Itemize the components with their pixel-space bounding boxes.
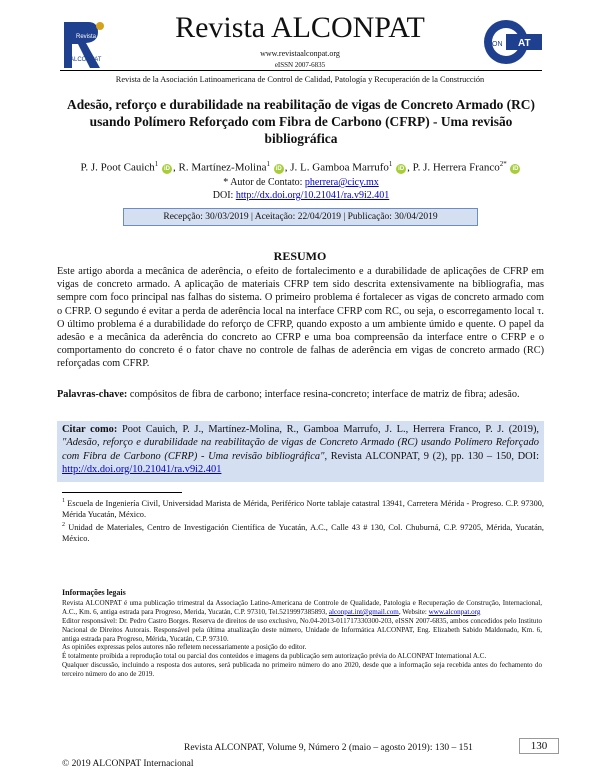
- legal-heading: Informações legais: [62, 588, 126, 597]
- author-name: J. L. Gamboa Marrufo: [290, 161, 389, 174]
- paper-title: Adesão, reforço e durabilidade na reabilitação de vigas de Concreto Armado (RC) usando Polímero Reforçado com Fibra de Carbono (CFRP) - Uma revisão bibliográfica: [67, 97, 535, 146]
- citation-journal: , Revista ALCONPAT, 9 (2), pp. 130 – 150, DOI:: [324, 450, 539, 462]
- legal-paragraph: As opiniões expressas pelos autores não refletem necessariamente a posição do editor.: [62, 643, 307, 652]
- author-name: P. J. Herrera Franco: [412, 161, 500, 174]
- orcid-icon[interactable]: iD: [275, 165, 282, 172]
- author-separator: ,: [173, 161, 179, 174]
- legal-info: [62, 589, 542, 679]
- footer-issue: Revista ALCONPAT, Volume 9, Número 2 (maio – agosto 2019): 130 – 151: [184, 743, 473, 753]
- legal-paragraph: [62, 599, 542, 617]
- citation-label: Citar como:: [62, 424, 118, 435]
- page-number: 130: [519, 738, 559, 754]
- legal-paragraph: É totalmente proibida a reprodução total ou parcial dos conteúdos e imagens da publicação sem autorização prévia do ALCONPAT International A.C.: [62, 652, 487, 661]
- footnote-mark: 2: [62, 522, 65, 528]
- journal-subtitle: Revista de la Asociación Latinoamericana de Control de Calidad, Patología y Recuperación de la Construcción: [115, 75, 485, 84]
- footnote-text: Escuela de Ingeniería Civil, Universidad Marista de Mérida, Periférico Norte tablaje catastral 13941, Carretera Mérida - Progreso. C.P. 97300, Mérida Yucatán, México.: [62, 498, 544, 519]
- footer-copyright: © 2019 ALCONPAT Internacional: [62, 759, 194, 769]
- author-affiliation: 1: [154, 160, 159, 168]
- legal-email-link[interactable]: alconpat.int@gmail.com: [328, 607, 399, 616]
- citation-text: [62, 423, 539, 476]
- header-divider: [60, 70, 542, 71]
- doi-label: DOI:: [212, 190, 236, 201]
- author-name: P. J. Poot Cauich: [80, 161, 155, 174]
- publication-dates: Recepção: 30/03/2019 | Aceitação: 22/04/2019 | Publicação: 30/04/2019: [123, 208, 478, 226]
- citation-title: "Adesão, reforço e durabilidade na reabilitação de vigas de Concreto Armado (RC) usando Polímero Reforçado com Fibra de Carbono (CFRP) - Uma revisão bibliográfica": [62, 437, 539, 462]
- contact-label: * Autor de Contato:: [223, 177, 305, 188]
- doi-link[interactable]: http://dx.doi.org/10.21041/ra.v9i2.401: [235, 190, 390, 201]
- logo-left-text-bottom: ALCONPAT: [70, 57, 102, 63]
- legal-paragraph: Editor responsável: Dr. Pedro Castro Borges. Reserva de direitos de uso exclusivo, No.04-2013-011717330300-203, eISSN 2007-6835, ambos concedidos pelo Instituto Nacional de Direitos Autorais. Responsável pela última atualização deste número, Unidade de Informática ALCONPAT, Eng. Elizabeth Sabido Maldonado, Km. 6, antiga estrada para Progreso, Mérida, Yucatán, C.P. 97310.: [62, 616, 542, 643]
- author-affiliation: 2*: [499, 160, 507, 168]
- citation-doi-link[interactable]: http://dx.doi.org/10.21041/ra.v9i2.401: [62, 463, 222, 475]
- keywords-text: compósitos de fibra de carbono; interface resina-concreto; interface de matriz de fibra; adesão.: [127, 389, 520, 400]
- author-separator: ,: [284, 161, 291, 174]
- footnote: [62, 520, 544, 544]
- keywords: [57, 388, 544, 401]
- abstract-text: Este artigo aborda a mecânica de aderência, o efeito de fortalecimento e a durabilidade de aplicações de CFRP em vigas de concreto armado. A aplicação de materiais CFRP tem sido descrita extensivamente na bibliografia, mas sempre com foco principal nas falhas do sistema. O primeiro problema é fortalecer as vigas de concreto armado com o CFRP. O segundo é evitar a perda de aderência local na interface CFRP com RC, ou seja, o escorregamento local τ. O último problema é a durabilidade do reforço de CFRP, quando exposto a um ambiente úmido e quente. O papel da adesão e a mecânica da aderência do concreto ao CFRP e uma boa compreensão da interface entre o CFRP e o comportamento do concreto é o fator chave no controle de falhas de aderência em vigas de concreto armado (RC) reforçadas com CFRP.: [57, 266, 544, 370]
- author-affiliation: 1: [388, 160, 393, 168]
- legal-paragraph: Qualquer discussão, incluindo a resposta dos autores, será publicada no primeiro número do ano 2020, desde que a informação seja recebida antes do fechamento do terceiro número do ano de 2019.: [62, 661, 542, 679]
- author-name: R. Martínez-Molina: [178, 161, 267, 174]
- journal-issn: eISSN 2007-6835: [274, 61, 326, 69]
- contact-email-link[interactable]: pherrera@cicy.mx: [304, 177, 379, 188]
- author-list: [60, 160, 542, 174]
- contact-author: [60, 177, 542, 188]
- footnote-divider: [62, 492, 182, 493]
- legal-text: Revista ALCONPAT é uma publicação trimestral da Associação Latino-Americana de Controle de Qualidade, Patologia e Recuperação de Construção, Internacional, A.C., Km. 6, antiga estrada para Progreso, Merida, Yucatán, C.P. 97310, Tel.5219997385893,: [62, 598, 542, 616]
- logo-left-text: Revista: [76, 34, 97, 40]
- footnote: [62, 496, 544, 520]
- svg-text:ON: ON: [492, 41, 503, 48]
- doi-line: [60, 190, 542, 201]
- logo-right-text: AT: [518, 38, 531, 49]
- legal-website-link[interactable]: www.alconpat.org: [428, 607, 481, 616]
- orcid-icon[interactable]: iD: [512, 165, 519, 172]
- journal-url[interactable]: www.revistaalconpat.org: [260, 49, 340, 58]
- citation-authors: Poot Cauich, P. J., Martínez-Molina, R., Gamboa Marrufo, J. L., Herrera Franco, P. J. (2019),: [117, 424, 540, 435]
- legal-text: , Website:: [398, 607, 429, 616]
- journal-title: Revista ALCONPAT: [175, 11, 425, 44]
- orcid-icon[interactable]: iD: [164, 165, 171, 172]
- footnote-mark: 1: [62, 498, 65, 504]
- footnote-text: Unidad de Materiales, Centro de Investigación Científica de Yucatán, A.C., Calle 43 # 130, Col. Chuburná, C.P. 97205, Mérida, Yucatán, México.: [62, 522, 544, 543]
- orcid-icon[interactable]: iD: [398, 165, 405, 172]
- keywords-label: Palavras-chave:: [57, 389, 128, 400]
- abstract-heading: RESUMO: [273, 249, 327, 263]
- author-affiliation: 1: [266, 160, 270, 168]
- author-separator: ,: [407, 161, 413, 174]
